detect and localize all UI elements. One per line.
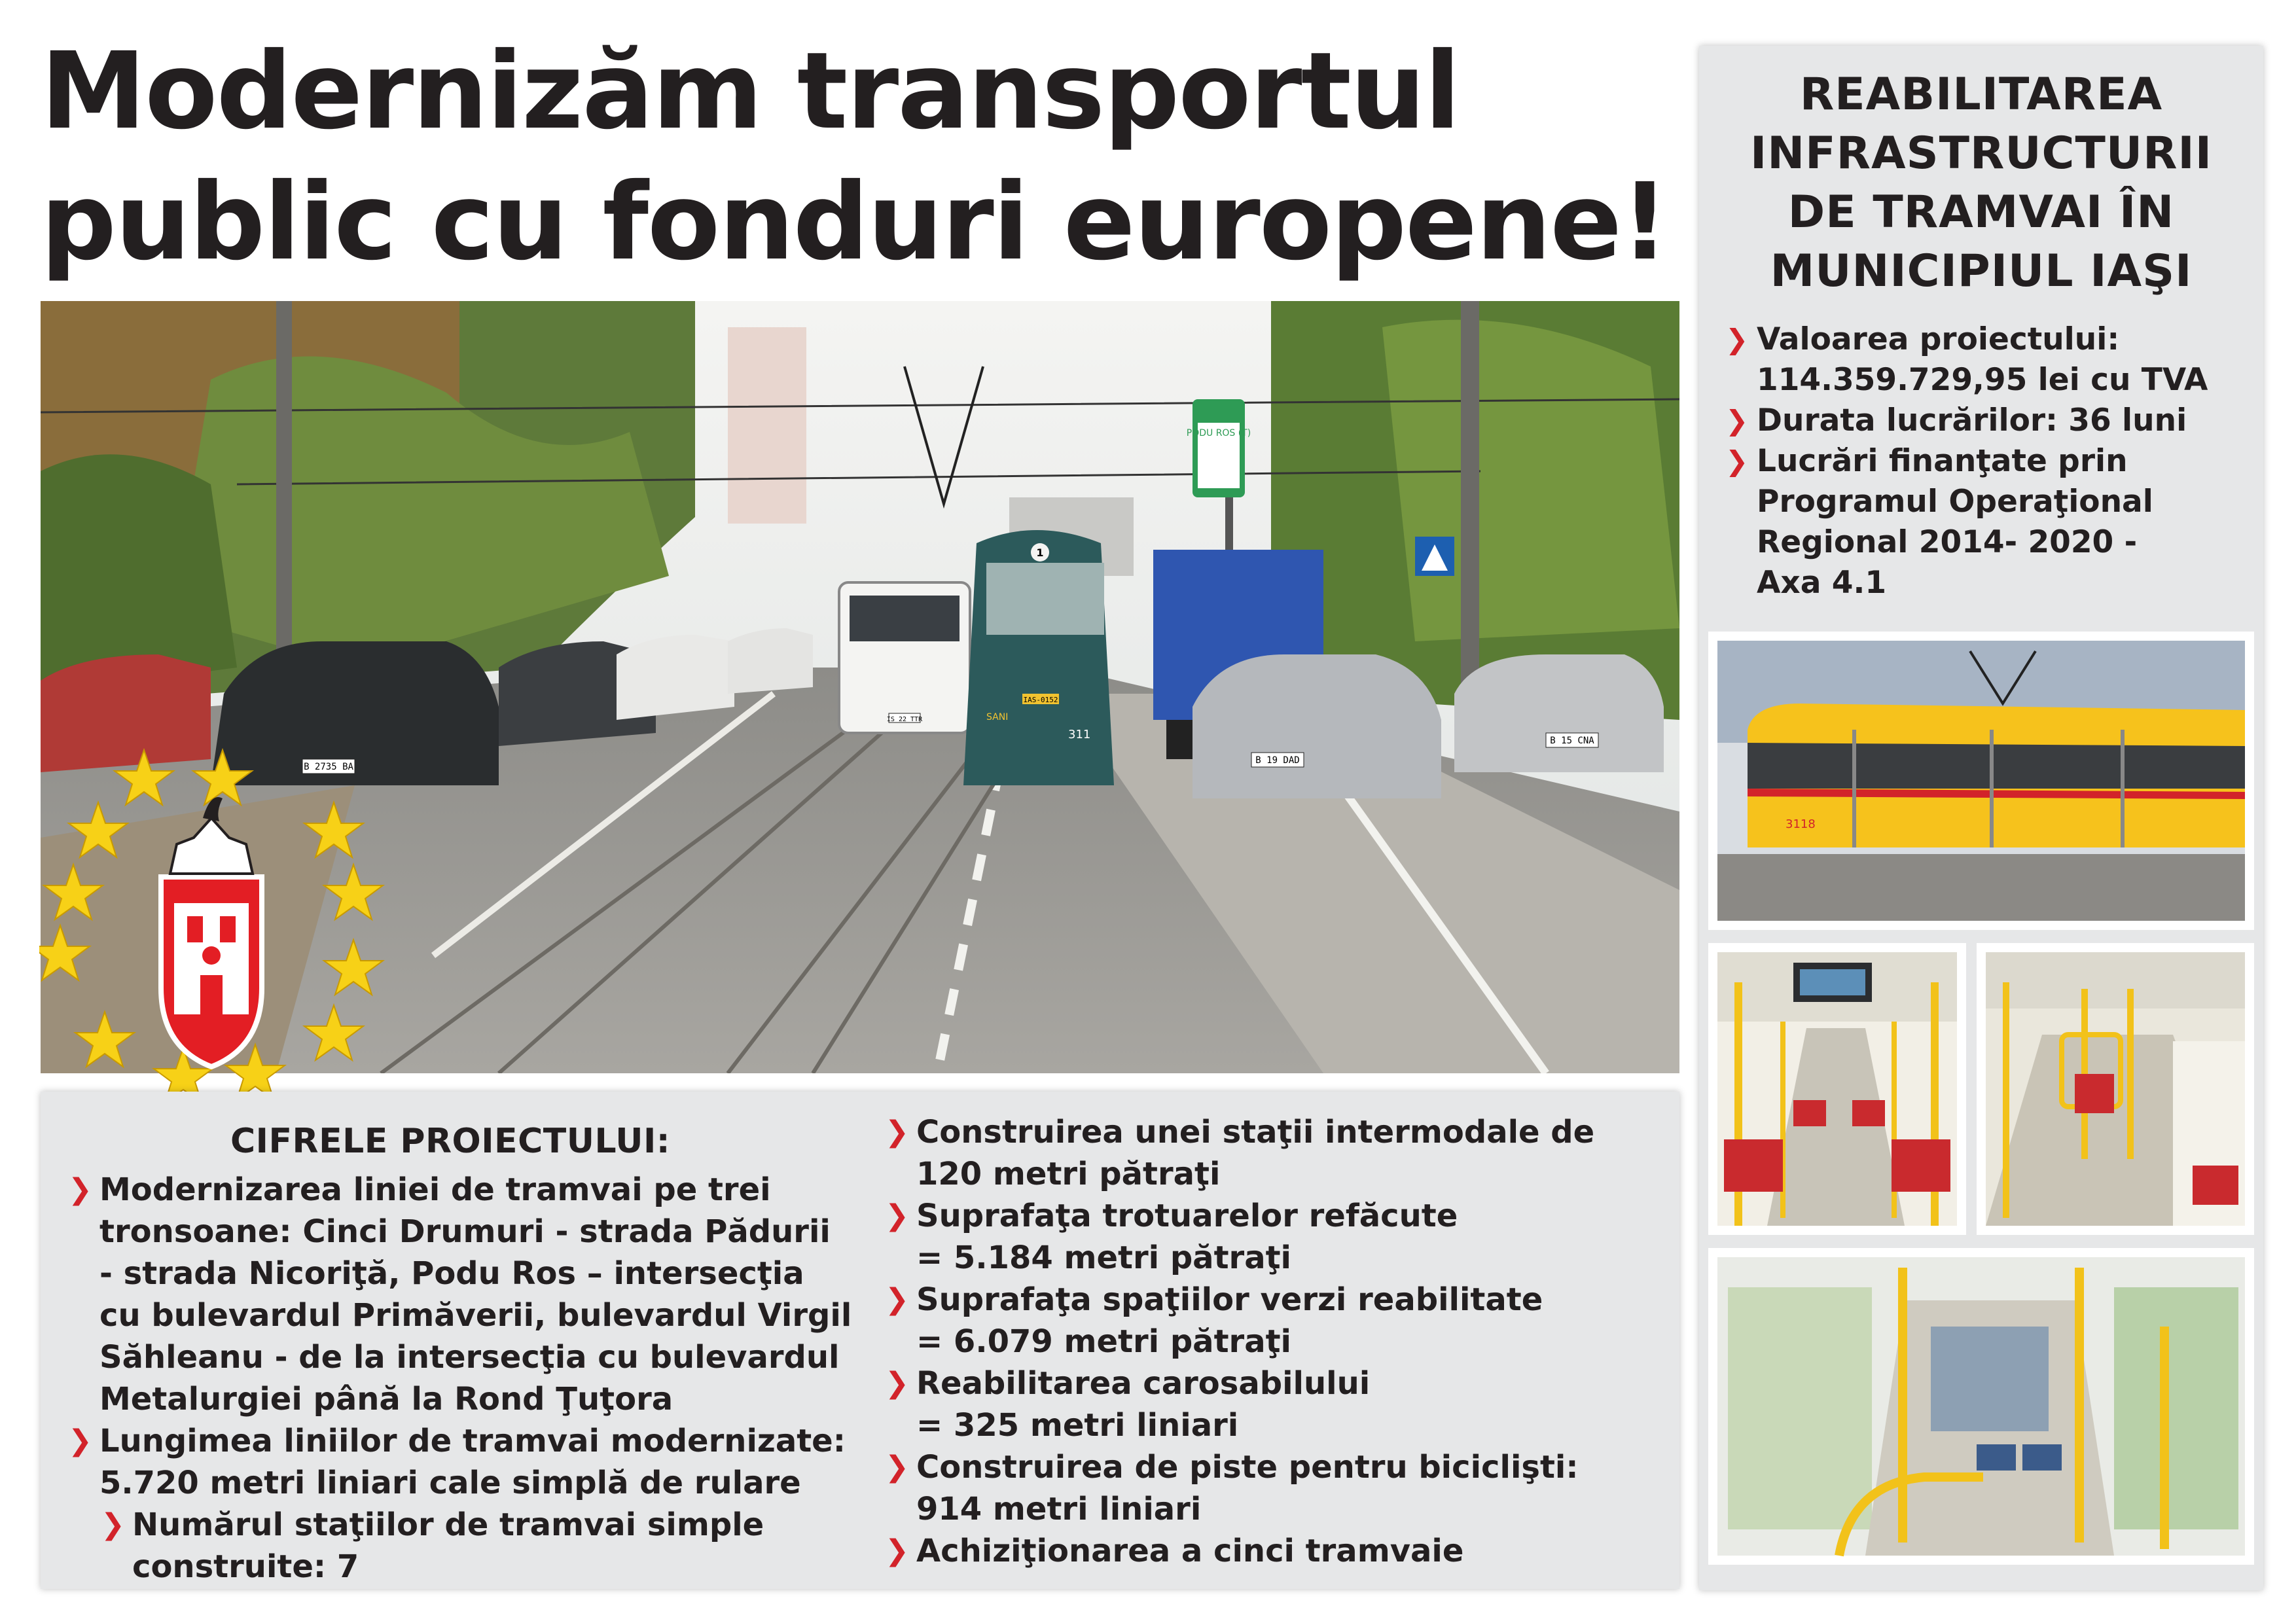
city-shield <box>161 797 262 1067</box>
red-chevron-icon: ❯ <box>1725 445 1749 477</box>
red-chevron-icon: ❯ <box>885 1115 909 1149</box>
tram-fleet-number: 311 <box>1068 728 1091 741</box>
headline <box>41 26 1677 288</box>
red-chevron-icon: ❯ <box>885 1366 909 1400</box>
red-chevron-icon: ❯ <box>885 1534 909 1567</box>
red-chevron-icon: ❯ <box>68 1424 92 1457</box>
car-plate-right: B 15 CNA <box>1550 736 1594 746</box>
tram-route-number: 1 <box>1036 546 1044 559</box>
list-item: ❯ Construirea unei staţii intermodale de 120 metri pătraţi <box>878 1111 1664 1195</box>
project-info-title: REABILITAREA INFRASTRUCTURII DE TRAMVAI ÎN MUNICIPIUL IAŞI <box>1749 69 2213 297</box>
list-item: ❯ Valoarea proiectului: 114.359.729,95 lei cu TVA <box>1725 319 2249 401</box>
car-plate-center: B 19 DAD <box>1255 755 1300 766</box>
list-item: ❯ Numărul staţiilor de tramvai simple construite: 7 <box>94 1504 906 1588</box>
project-info-sidebar <box>1699 46 2263 1590</box>
new-tram-exterior-photo <box>1708 632 2254 930</box>
list-item: ❯ Suprafaţa spaţiilor verzi reabilitate = 6.079 metri pătraţi <box>878 1279 1664 1363</box>
red-chevron-icon: ❯ <box>1725 323 1749 355</box>
project-figures-left-list <box>62 1169 873 1588</box>
tram-interior-photo-3 <box>1708 1248 2254 1565</box>
tram-side-sign: SANI <box>986 712 1009 722</box>
project-facts-list <box>1725 319 2249 603</box>
new-tram-number: 3118 <box>1785 817 1816 831</box>
red-chevron-icon: ❯ <box>885 1199 909 1232</box>
tram-interior-photo-1 <box>1708 943 1966 1235</box>
project-figures-panel <box>41 1092 1679 1589</box>
bus-plate: IS 22 TTR <box>886 716 923 723</box>
red-chevron-icon: ❯ <box>885 1283 909 1316</box>
headline-line-2: public cu fonduri europene! <box>41 161 1668 284</box>
red-chevron-icon: ❯ <box>101 1508 125 1541</box>
tram-interior-photo-2 <box>1977 943 2254 1235</box>
list-item: ❯ Achiziţionarea a cinci tramvaie <box>878 1530 1664 1572</box>
project-figures-right-list <box>878 1111 1664 1572</box>
list-item: ❯ Lucrări finanţate prin Programul Operaţional Regional 2014- 2020 - Axa 4.1 <box>1725 441 2249 603</box>
iasi-coat-of-arms-emblem <box>39 740 406 1106</box>
list-item: ❯ Construirea de piste pentru biciclişti: 914 metri liniari <box>878 1446 1664 1530</box>
list-item: ❯ Durata lucrărilor: 36 luni <box>1725 401 2249 441</box>
tram-plate: IAS-0152 <box>1023 696 1058 704</box>
headline-line-1: Modernizăm transportul <box>41 30 1460 153</box>
list-item: ❯ Modernizarea liniei de tramvai pe trei tronsoane: Cinci Drumuri - strada Pădurii - strada Nicoriţă, Podu Ros – intersecţia cu bulevardul Primăverii, bulevardul Virgil Săhleanu - de la intersecţia cu bulevardul Metalurgiei până la Rond Ţuţora <box>62 1169 873 1420</box>
project-figures-title: CIFRELE PROIECTULUI: <box>230 1122 671 1161</box>
car-plate-left: B 2735 BA <box>304 762 353 772</box>
red-chevron-icon: ❯ <box>885 1450 909 1484</box>
red-chevron-icon: ❯ <box>68 1173 92 1206</box>
list-item: ❯ Lungimea liniilor de tramvai modernizate: 5.720 metri liniari cale simplă de rulare <box>62 1420 873 1504</box>
list-item: ❯ Suprafaţa trotuarelor refăcute = 5.184 metri pătraţi <box>878 1195 1664 1279</box>
list-item: ❯ Reabilitarea carosabilului = 325 metri liniari <box>878 1363 1664 1446</box>
stop-sign-label: PODU ROS (T) <box>1186 428 1251 438</box>
red-chevron-icon: ❯ <box>1725 404 1749 437</box>
